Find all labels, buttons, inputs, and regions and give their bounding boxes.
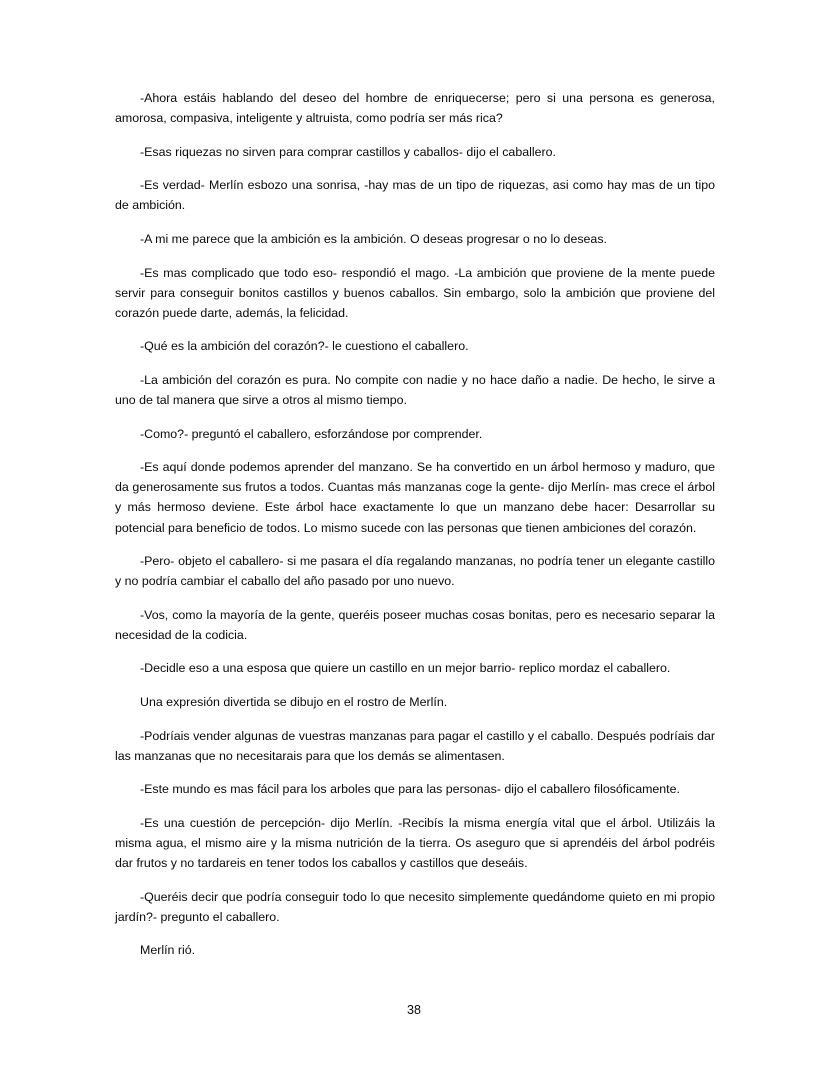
- paragraph: -Este mundo es mas fácil para los arboles que para las personas- dijo el caballero filosóficamente.: [140, 782, 680, 797]
- paragraph: -La ambición del corazón es pura. No compite con nadie y no hace daño a nadie. De hecho, le sirve a uno de tal manera que sirve a otros al mismo tiempo.: [115, 372, 715, 408]
- paragraph: -Es mas complicado que todo eso- respondió el mago. -La ambición que proviene de la mente puede servir para conseguir bonitos castillos y buenos caballos. Sin embargo, solo la ambición que proviene del corazón puede darte, además, la felicidad.: [115, 265, 715, 320]
- paragraph: -Como?- preguntó el caballero, esforzándose por comprender.: [140, 426, 483, 441]
- paragraph: -Es una cuestión de percepción- dijo Merlín. -Recibís la misma energía vital que el árbol. Utilizáis la misma agua, el mismo aire y la misma nutrición de la tierra. Os aseguro que si aprendéis del árbol podréis dar frutos y no tardareis en tener todos los caballos y castillos que deseáis.: [115, 815, 715, 871]
- paragraph: -Vos, como la mayoría de la gente, queréis poseer muchas cosas bonitas, pero es necesario separar la necesidad de la codicia.: [115, 607, 715, 642]
- page-number: 38: [407, 1003, 421, 1017]
- paragraph: -Es aquí donde podemos aprender del manzano. Se ha convertido en un árbol hermoso y maduro, que da generosamente sus frutos a todos. Cuantas más manzanas coge la gente- dijo Merlín- mas crece el árbol y más hermoso deviene. Este árbol hace exactamente lo que un manzano debe hacer: Desarrollar su potencial para beneficio de todos. Lo mismo sucede con las personas que tienen ambiciones del corazón.: [115, 460, 715, 535]
- paragraph: Merlín rió.: [140, 943, 196, 958]
- paragraph: -Qué es la ambición del corazón?- le cuestiono el caballero.: [140, 339, 469, 354]
- paragraph: -Pero- objeto el caballero- si me pasara el día regalando manzanas, no podría tener un elegante castillo y no podría cambiar el caballo del año pasado por uno nuevo.: [115, 554, 715, 589]
- paragraph: Una expresión divertida se dibujo en el rostro de Merlín.: [140, 695, 448, 710]
- paragraph: -Decidle eso a una esposa que quiere un castillo en un mejor barrio- replico mordaz el caballero.: [140, 661, 671, 676]
- paragraph: -Ahora estáis hablando del deseo del hombre de enriquecerse; pero si una persona es generosa, amorosa, compasiva, inteligente y altruista, como podría ser más rica?: [115, 91, 715, 126]
- paragraph: -Es verdad- Merlín esbozo una sonrisa, -hay mas de un tipo de riquezas, asi como hay mas de un tipo de ambición.: [115, 178, 715, 213]
- paragraph: -Esas riquezas no sirven para comprar castillos y caballos- dijo el caballero.: [140, 144, 556, 159]
- page-body-text: [115, 88, 715, 974]
- paragraph: -Queréis decir que podría conseguir todo lo que necesito simplemente quedándome quieto en mi propio jardín?- pregunto el caballero.: [115, 889, 715, 924]
- paragraph: -Podríais vender algunas de vuestras manzanas para pagar el castillo y el caballo. Después podríais dar las manzanas que no necesitarais para que los demás se alimentasen.: [115, 728, 715, 763]
- paragraph: -A mi me parece que la ambición es la ambición. O deseas progresar o no lo deseas.: [140, 231, 607, 246]
